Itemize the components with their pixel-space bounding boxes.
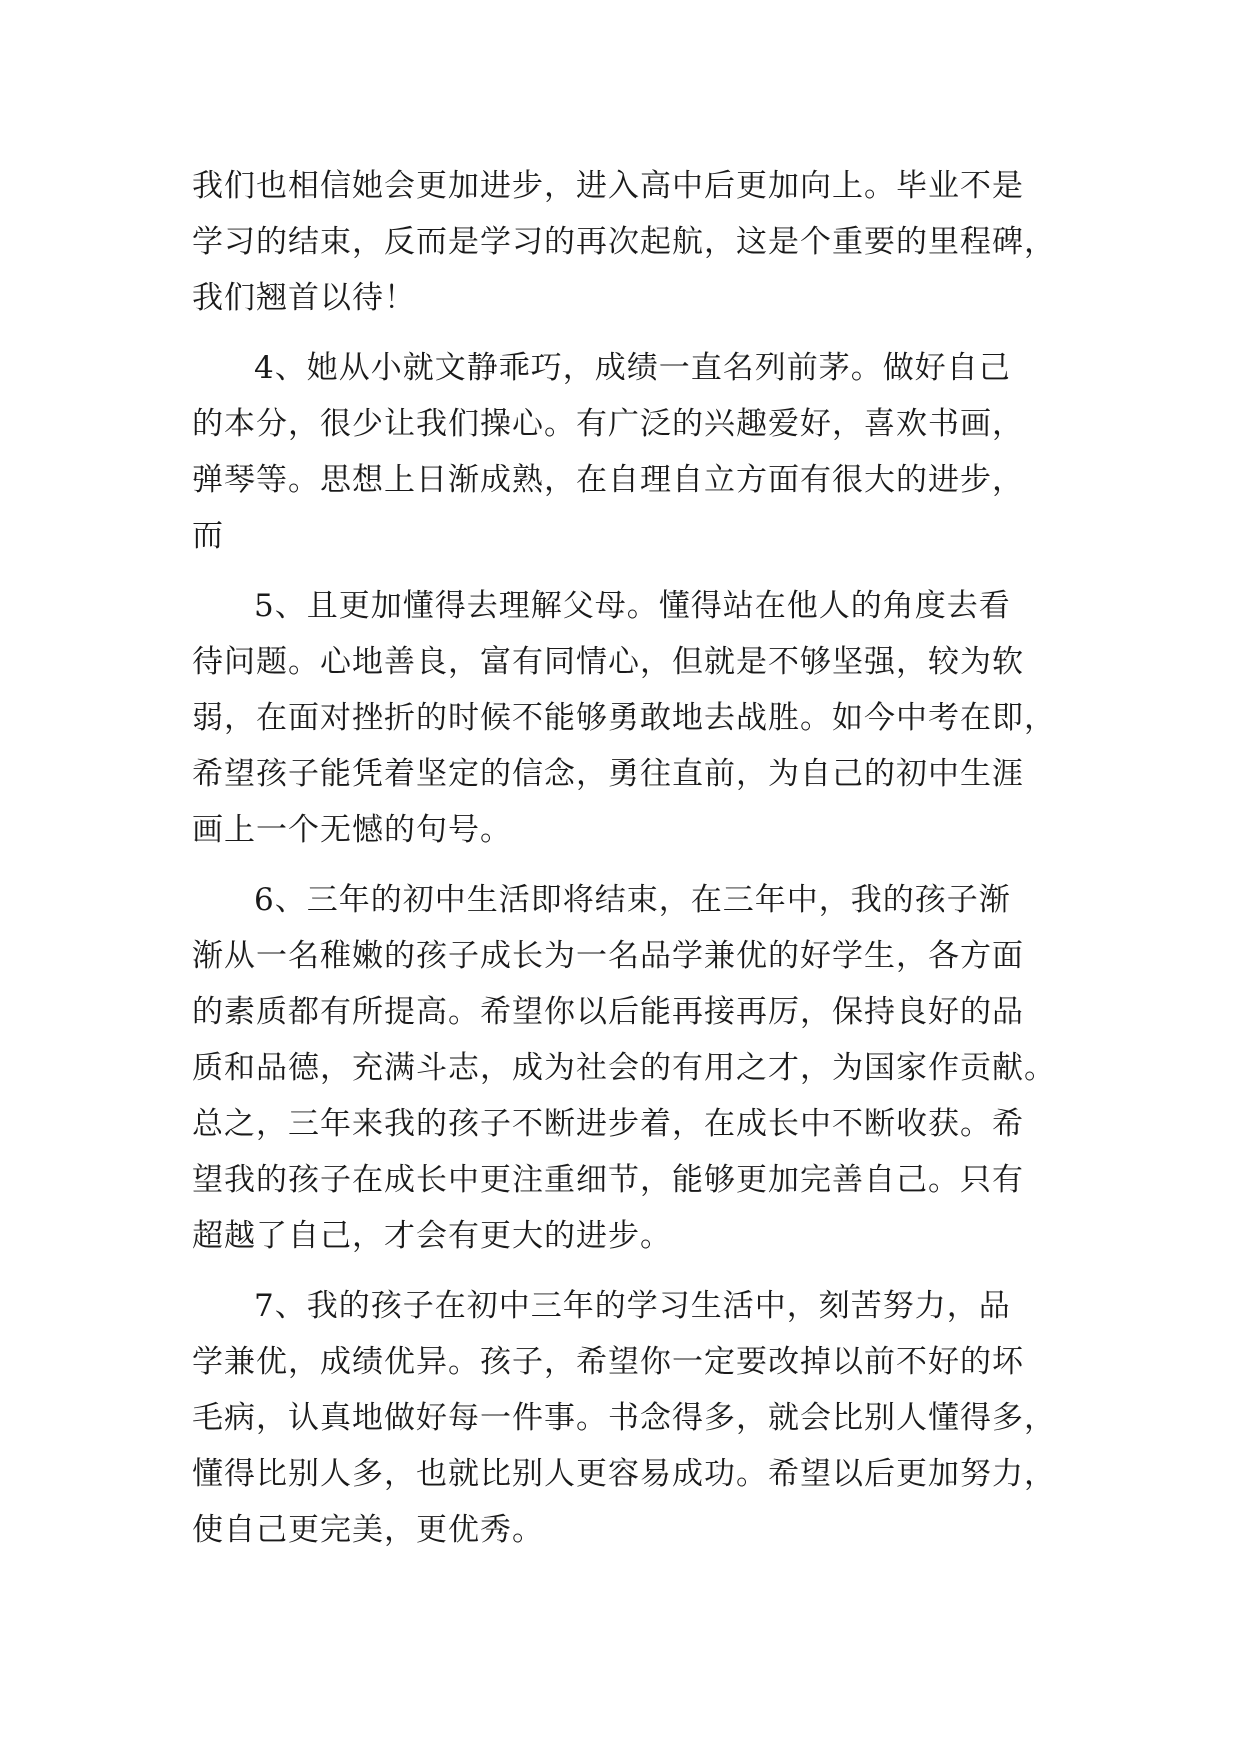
text-line: 的本分，很少让我们操心。有广泛的兴趣爱好，喜欢书画，: [192, 406, 1024, 442]
text-line: 渐从一名稚嫩的孩子成长为一名品学兼优的好学生，各方面: [192, 938, 1024, 974]
text-line: 而: [192, 518, 224, 554]
text-line: 毛病，认真地做好每一件事。书念得多，就会比别人懂得多，: [192, 1400, 1056, 1436]
paragraph-item-7: [192, 1278, 1056, 1558]
paragraph-item-4: [192, 340, 1052, 564]
paragraph-continuation: [192, 158, 1056, 326]
paragraph-item-6: [192, 872, 1056, 1264]
text-line: 超越了自己，才会有更大的进步。: [192, 1218, 672, 1254]
text-line: 5、且更加懂得去理解父母。懂得站在他人的角度去看: [254, 588, 1011, 624]
text-line: 学兼优，成绩优异。孩子，希望你一定要改掉以前不好的坏: [192, 1344, 1024, 1380]
text-line: 待问题。心地善良，富有同情心，但就是不够坚强，较为软: [192, 644, 1024, 680]
text-line: 使自己更完美，更优秀。: [192, 1512, 544, 1548]
text-line: 4、她从小就文静乖巧，成绩一直名列前茅。做好自己: [254, 350, 1011, 386]
text-line: 7、我的孩子在初中三年的学习生活中，刻苦努力，品: [254, 1288, 1011, 1324]
text-line: 质和品德，充满斗志，成为社会的有用之才，为国家作贡献。: [192, 1050, 1056, 1086]
text-line: 总之，三年来我的孩子不断进步着，在成长中不断收获。希: [192, 1106, 1024, 1142]
text-line: 学习的结束，反而是学习的再次起航，这是个重要的里程碑，: [192, 224, 1056, 260]
text-line: 弱，在面对挫折的时候不能够勇敢地去战胜。如今中考在即，: [192, 700, 1056, 736]
text-line: 懂得比别人多，也就比别人更容易成功。希望以后更加努力，: [192, 1456, 1056, 1492]
text-line: 我们翘首以待！: [192, 280, 416, 316]
paragraph-item-5: [192, 578, 1056, 858]
text-line: 望我的孩子在成长中更注重细节，能够更加完善自己。只有: [192, 1162, 1024, 1198]
text-line: 希望孩子能凭着坚定的信念，勇往直前，为自己的初中生涯: [192, 756, 1024, 792]
text-line: 的素质都有所提高。希望你以后能再接再厉，保持良好的品: [192, 994, 1024, 1030]
text-line: 我们也相信她会更加进步，进入高中后更加向上。毕业不是: [192, 168, 1024, 204]
text-line: 6、三年的初中生活即将结束，在三年中，我的孩子渐: [254, 882, 1011, 918]
text-line: 画上一个无憾的句号。: [192, 812, 512, 848]
document-body: [192, 158, 1056, 1572]
text-line: 弹琴等。思想上日渐成熟，在自理自立方面有很大的进步，: [192, 462, 1024, 498]
